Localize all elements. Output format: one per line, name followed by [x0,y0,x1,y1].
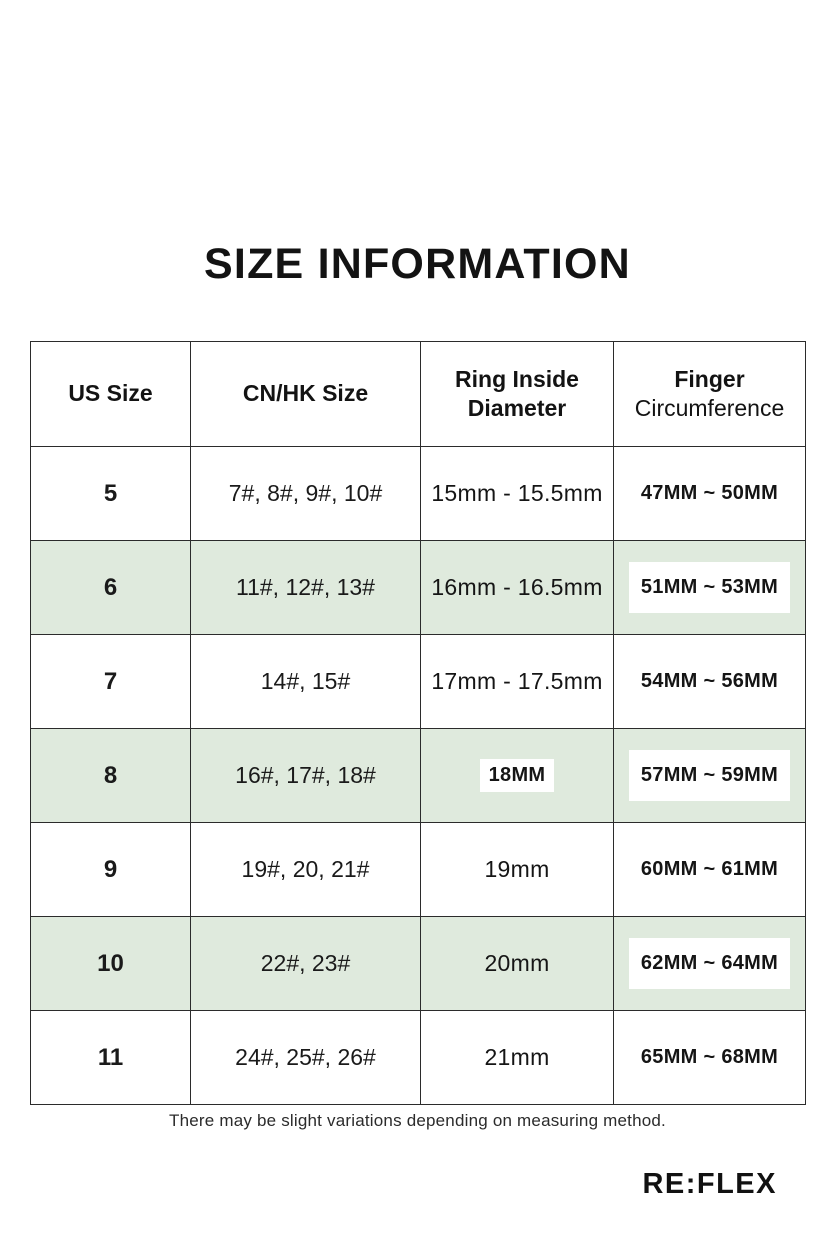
cell-finger-circumference-inner [614,917,805,1010]
cell-ring-inside-diameter [421,917,614,1011]
cell-finger-circumference [614,447,806,541]
cell-cn-hk-size: 22#, 23# [191,917,421,1011]
cell-finger-circumference [614,823,806,917]
table-row [31,823,806,917]
cell-finger-circumference-inner [614,541,805,634]
column-header-finger-circumference-line2: Circumference [634,395,785,421]
table-header [31,342,806,447]
column-header-cn-hk-size [191,342,421,447]
diameter-value: 16mm - 16.5mm [431,574,603,600]
cell-finger-circumference [614,917,806,1011]
column-header-ring-inside-diameter-line2: Diameter [467,395,567,421]
circumference-value: 57MM ~ 59MM [629,750,790,801]
circumference-value: 51MM ~ 53MM [629,562,790,613]
cell-finger-circumference-inner [614,447,805,540]
column-header-us-size-label: US Size [68,380,153,407]
column-header-cn-hk-size-label: CN/HK Size [242,380,369,407]
column-header-ring-inside-diameter [421,342,614,447]
cell-ring-inside-diameter [421,635,614,729]
cell-ring-inside-diameter [421,541,614,635]
table-row [31,729,806,823]
cell-cn-hk-size: 19#, 20, 21# [191,823,421,917]
cell-cn-hk-size: 11#, 12#, 13# [191,541,421,635]
table-row [31,541,806,635]
table-row [31,1011,806,1105]
cell-cn-hk-size: 14#, 15# [191,635,421,729]
diameter-value: 20mm [484,950,550,976]
cell-us-size: 5 [31,447,191,541]
cell-finger-circumference [614,635,806,729]
table-body [31,447,806,1105]
column-header-us-size [31,342,191,447]
cell-us-size: 6 [31,541,191,635]
diameter-value: 18MM [480,759,555,792]
table-row [31,447,806,541]
cell-ring-inside-diameter-inner [421,729,613,822]
cell-ring-inside-diameter [421,1011,614,1105]
cell-us-size: 7 [31,635,191,729]
cell-ring-inside-diameter-inner [421,1011,613,1104]
cell-us-size: 8 [31,729,191,823]
cell-finger-circumference [614,541,806,635]
cell-finger-circumference [614,729,806,823]
cell-cn-hk-size: 7#, 8#, 9#, 10# [191,447,421,541]
column-header-finger-circumference [614,342,806,447]
table-row [31,917,806,1011]
column-header-finger-circumference-line1: Finger [674,365,745,392]
circumference-value: 62MM ~ 64MM [629,938,790,989]
circumference-value: 65MM ~ 68MM [640,1046,779,1068]
cell-ring-inside-diameter-inner [421,447,613,540]
cell-finger-circumference-inner [614,729,805,822]
cell-cn-hk-size: 24#, 25#, 26# [191,1011,421,1105]
circumference-value: 54MM ~ 56MM [640,670,779,692]
size-table-container [30,341,805,1105]
cell-ring-inside-diameter-inner [421,541,613,634]
cell-finger-circumference [614,1011,806,1105]
cell-finger-circumference-inner [614,1011,805,1104]
diameter-value: 21mm [484,1044,550,1070]
column-header-ring-inside-diameter-line1: Ring Inside [455,365,579,392]
cell-us-size: 11 [31,1011,191,1105]
cell-ring-inside-diameter-inner [421,917,613,1010]
diameter-value: 15mm - 15.5mm [431,480,603,506]
circumference-value: 60MM ~ 61MM [640,858,779,880]
cell-cn-hk-size: 16#, 17#, 18# [191,729,421,823]
diameter-value: 19mm [484,856,550,882]
table-row [31,635,806,729]
cell-ring-inside-diameter-inner [421,635,613,728]
table-header-row [31,342,806,447]
disclaimer-note: There may be slight variations depending on measuring method. [169,1111,666,1130]
circumference-value: 47MM ~ 50MM [629,468,790,519]
cell-ring-inside-diameter [421,823,614,917]
cell-finger-circumference-inner [614,635,805,728]
cell-us-size: 9 [31,823,191,917]
cell-ring-inside-diameter-inner [421,823,613,916]
cell-finger-circumference-inner [614,823,805,916]
cell-ring-inside-diameter [421,447,614,541]
diameter-value: 17mm - 17.5mm [431,668,603,694]
size-table [30,341,806,1105]
page-title: SIZE INFORMATION [204,240,631,288]
cell-ring-inside-diameter [421,729,614,823]
brand-logo: RE:FLEX [642,1168,777,1200]
cell-us-size: 10 [31,917,191,1011]
